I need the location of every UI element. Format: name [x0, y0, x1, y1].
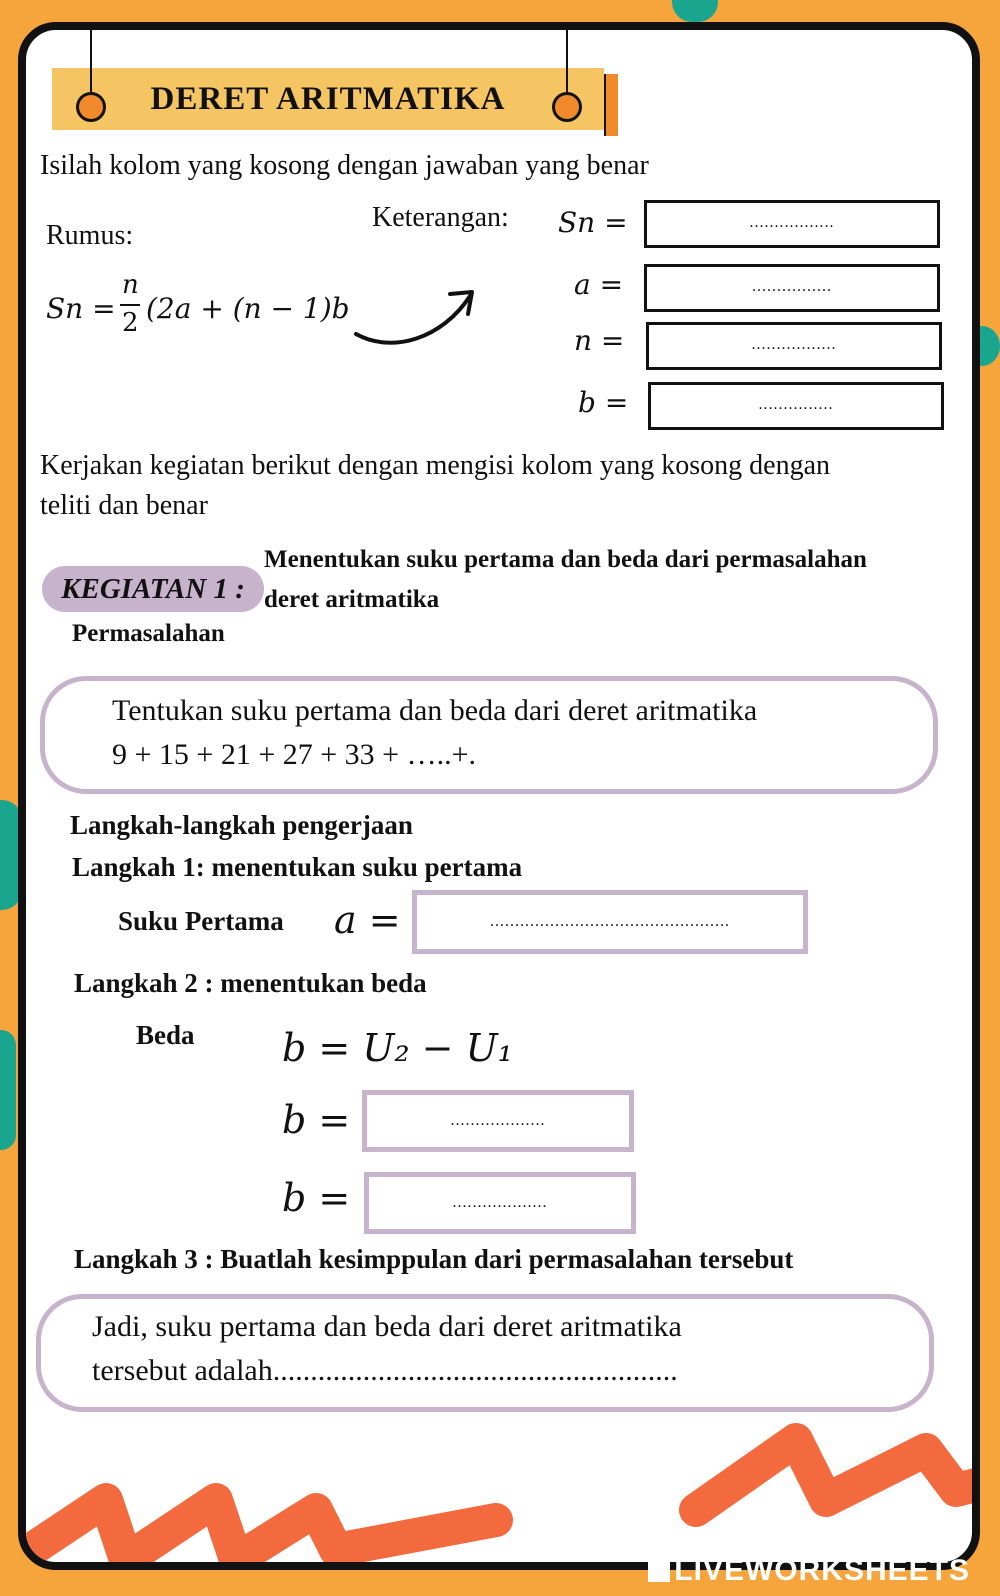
keterangan-symbol-sn: Sn =	[558, 206, 628, 239]
blank-dots: ................	[752, 278, 832, 295]
page-title: DERET ARITMATIKA	[150, 81, 506, 117]
steps-heading: Langkah-langkah pengerjaan	[70, 810, 413, 840]
a-answer-box[interactable]	[644, 264, 940, 312]
conclusion-line1: Jadi, suku pertama dan beda dari deret aritmatika	[92, 1310, 682, 1343]
formula-numerator: n	[122, 270, 139, 300]
activity-title-line1: Menentukan suku pertama dan beda dari permasalahan	[264, 546, 867, 573]
problem-line2: 9 + 15 + 21 + 27 + 33 + …..+.	[112, 738, 477, 771]
instruction-text: Isilah kolom yang kosong dengan jawaban yang benar	[40, 150, 649, 181]
blank-dots: ...................	[452, 1194, 548, 1211]
beda-symbol-2: b =	[282, 1176, 351, 1220]
teal-blob-decoration	[672, 0, 718, 22]
b-answer-box[interactable]	[648, 382, 944, 430]
blank-dots: .................	[751, 336, 837, 353]
keterangan-label: Keterangan:	[372, 202, 509, 233]
beda-answer-box-2[interactable]	[364, 1172, 636, 1234]
formula-lhs: Sn =	[46, 292, 116, 325]
formula-rhs: (2a + (n − 1)b	[146, 292, 350, 325]
task-instruction-line2: teliti dan benar	[40, 490, 208, 521]
squiggle-decoration	[676, 1410, 980, 1550]
squiggle-decoration	[18, 1440, 526, 1570]
problem-label: Permasalahan	[72, 620, 225, 647]
worksheet-card	[18, 22, 980, 1570]
beda-symbol-1: b =	[282, 1098, 351, 1142]
rumus-label: Rumus:	[46, 220, 134, 251]
step1-title: Langkah 1: menentukan suku pertama	[72, 852, 523, 882]
step1-label: Suku Pertama	[118, 906, 284, 936]
banner-edge	[604, 74, 618, 136]
n-answer-box[interactable]	[646, 322, 942, 370]
liveworksheets-logo-icon	[648, 1560, 670, 1582]
keterangan-symbol-a: a =	[574, 268, 624, 301]
blank-dots: ...............	[758, 396, 834, 413]
step1-symbol: a =	[334, 898, 401, 942]
step3-title: Langkah 3 : Buatlah kesimppulan dari permasalahan tersebut	[74, 1244, 794, 1274]
beda-formula: b = U₂ − U₁	[282, 1026, 513, 1070]
keterangan-symbol-b: b =	[578, 386, 629, 419]
step2-label: Beda	[136, 1020, 195, 1050]
first-term-answer-box[interactable]	[412, 890, 808, 954]
blank-dots: .................	[749, 214, 835, 231]
fraction-bar	[120, 304, 140, 306]
blank-dots: ................................................	[490, 913, 730, 930]
formula-denominator: 2	[122, 308, 139, 338]
activity-title-line2: deret aritmatika	[264, 586, 440, 613]
step2-title: Langkah 2 : menentukan beda	[74, 968, 427, 998]
task-instruction-line1: Kerjakan kegiatan berikut dengan mengisi kolom yang kosong dengan	[40, 450, 831, 481]
blank-dots: ...................	[450, 1112, 546, 1129]
liveworksheets-watermark	[648, 1554, 970, 1588]
keterangan-symbol-n: n =	[574, 324, 625, 357]
problem-line1: Tentukan suku pertama dan beda dari deret aritmatika	[112, 694, 758, 727]
conclusion-line2: tersebut adalah......................................................	[92, 1354, 678, 1387]
activity-badge: KEGIATAN 1 :	[42, 566, 264, 612]
watermark-text: LIVEWORKSHEETS	[674, 1554, 970, 1587]
teal-blob-decoration	[0, 1030, 16, 1150]
beda-answer-box-1[interactable]	[362, 1090, 634, 1152]
sn-answer-box[interactable]	[644, 200, 940, 248]
curved-arrow-icon	[352, 284, 482, 354]
